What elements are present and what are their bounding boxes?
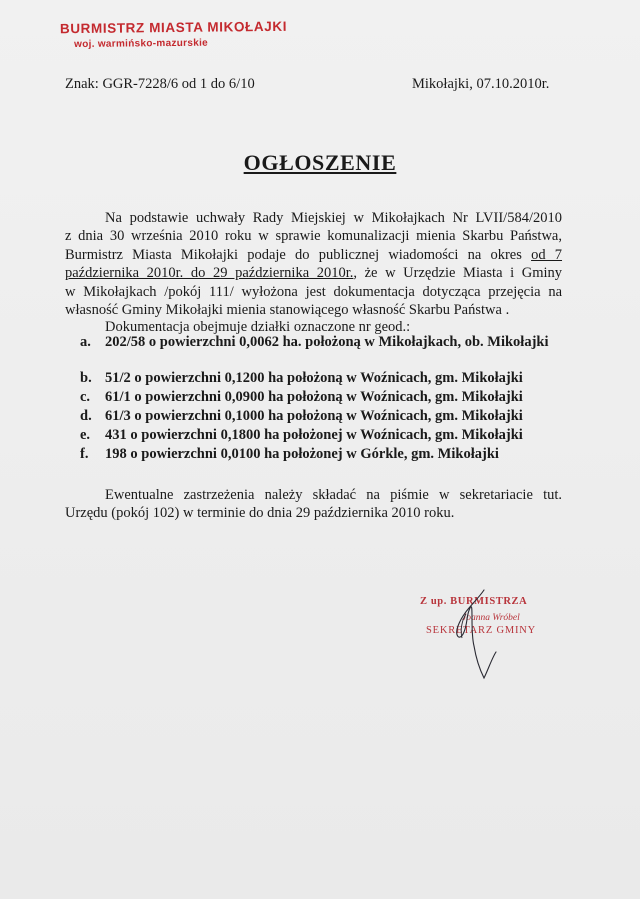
list-item-letter: d.: [80, 408, 92, 424]
list-item: [80, 446, 560, 465]
paragraph1-line5: w Mikołajkach /pokój 111/ wyłożona jest dokumentacja dotycząca przejęcia na: [65, 283, 562, 300]
paragraph1-line3: [65, 246, 562, 264]
signature-stamp-name: Joanna Wróbel: [462, 613, 520, 623]
list-item-text: 61/3 o powierzchni 0,1000 ha położoną w Woźnicach, gm. Mikołajki: [105, 408, 523, 424]
list-item: [80, 389, 560, 408]
header-stamp-line2: woj. warmińsko-mazurskie: [74, 37, 209, 51]
place-date: Mikołajki, 07.10.2010r.: [412, 76, 550, 92]
list-item-text: 198 o powierzchni 0,0100 ha położonej w Górkle, gm. Mikołajki: [105, 446, 499, 462]
period-end-underlined: października 2010r. do 29 października 2010r.: [65, 265, 354, 282]
paragraph2-line1: Ewentualne zastrzeżenia należy składać na piśmie w sekretariacie tut.: [105, 487, 562, 503]
parcel-list: [80, 334, 560, 465]
handwritten-signature: [440, 586, 510, 686]
list-item: [80, 334, 560, 370]
paragraph1-line2: z dnia 30 września 2010 roku w sprawie komunalizacji mienia Skarbu Państwa,: [65, 228, 562, 245]
list-item-text: 431 o powierzchni 0,1800 ha położonej w Woźnicach, gm. Mikołajki: [105, 427, 523, 443]
paragraph2-line2: Urzędu (pokój 102) w terminie do dnia 29 października 2010 roku.: [65, 505, 455, 522]
reference-number: Znak: GGR-7228/6 od 1 do 6/10: [65, 76, 255, 92]
list-item: [80, 408, 560, 427]
list-item-text: 51/2 o powierzchni 0,1200 ha położoną w Woźnicach, gm. Mikołajki: [105, 370, 523, 386]
list-item: [80, 370, 560, 389]
objections-paragraph: [65, 486, 562, 523]
list-item-letter: b.: [80, 370, 92, 386]
paragraph1-line4: [65, 264, 562, 282]
announcement-paragraph: [65, 209, 562, 319]
office-header-stamp: [60, 19, 287, 50]
list-item-letter: e.: [80, 427, 91, 443]
document-title: OGŁOSZENIE: [243, 150, 397, 175]
list-item-text: 61/1 o powierzchni 0,0900 ha położoną w Woźnicach, gm. Mikołajki: [105, 389, 523, 405]
signature-stamp-line3: SEKRETARZ GMINY: [426, 625, 537, 636]
paragraph1-line4-text: , że w Urzędzie Miasta i Gminy: [353, 265, 563, 282]
list-item-letter: c.: [80, 389, 91, 405]
list-item-letter: f.: [80, 446, 89, 462]
period-start-underlined: od 7: [531, 246, 563, 263]
paragraph1-line6: własność Gminy Mikołajki mienia stanowiącego własność Skarbu Państwa .: [65, 302, 510, 319]
header-stamp-line1: BURMISTRZ MIASTA MIKOŁAJKI: [59, 18, 288, 37]
paragraph1-line1: Na podstawie uchwały Rady Miejskiej w Mikołajkach Nr LVII/584/2010: [105, 210, 562, 226]
signature-stamp-line1: Z up. BURMISTRZA: [420, 596, 528, 607]
documentation-intro: Dokumentacja obejmuje działki oznaczone nr geod.:: [105, 319, 411, 335]
list-item: [80, 427, 560, 446]
list-item-text: 202/58 o powierzchni 0,0062 ha. położoną w Mikołajkach, ob. Mikołajki: [105, 334, 549, 350]
paragraph1-line3-text: Burmistrz Miasta Mikołajki podaje do publicznej wiadomości na okres: [65, 246, 532, 263]
list-item-letter: a.: [80, 334, 91, 350]
